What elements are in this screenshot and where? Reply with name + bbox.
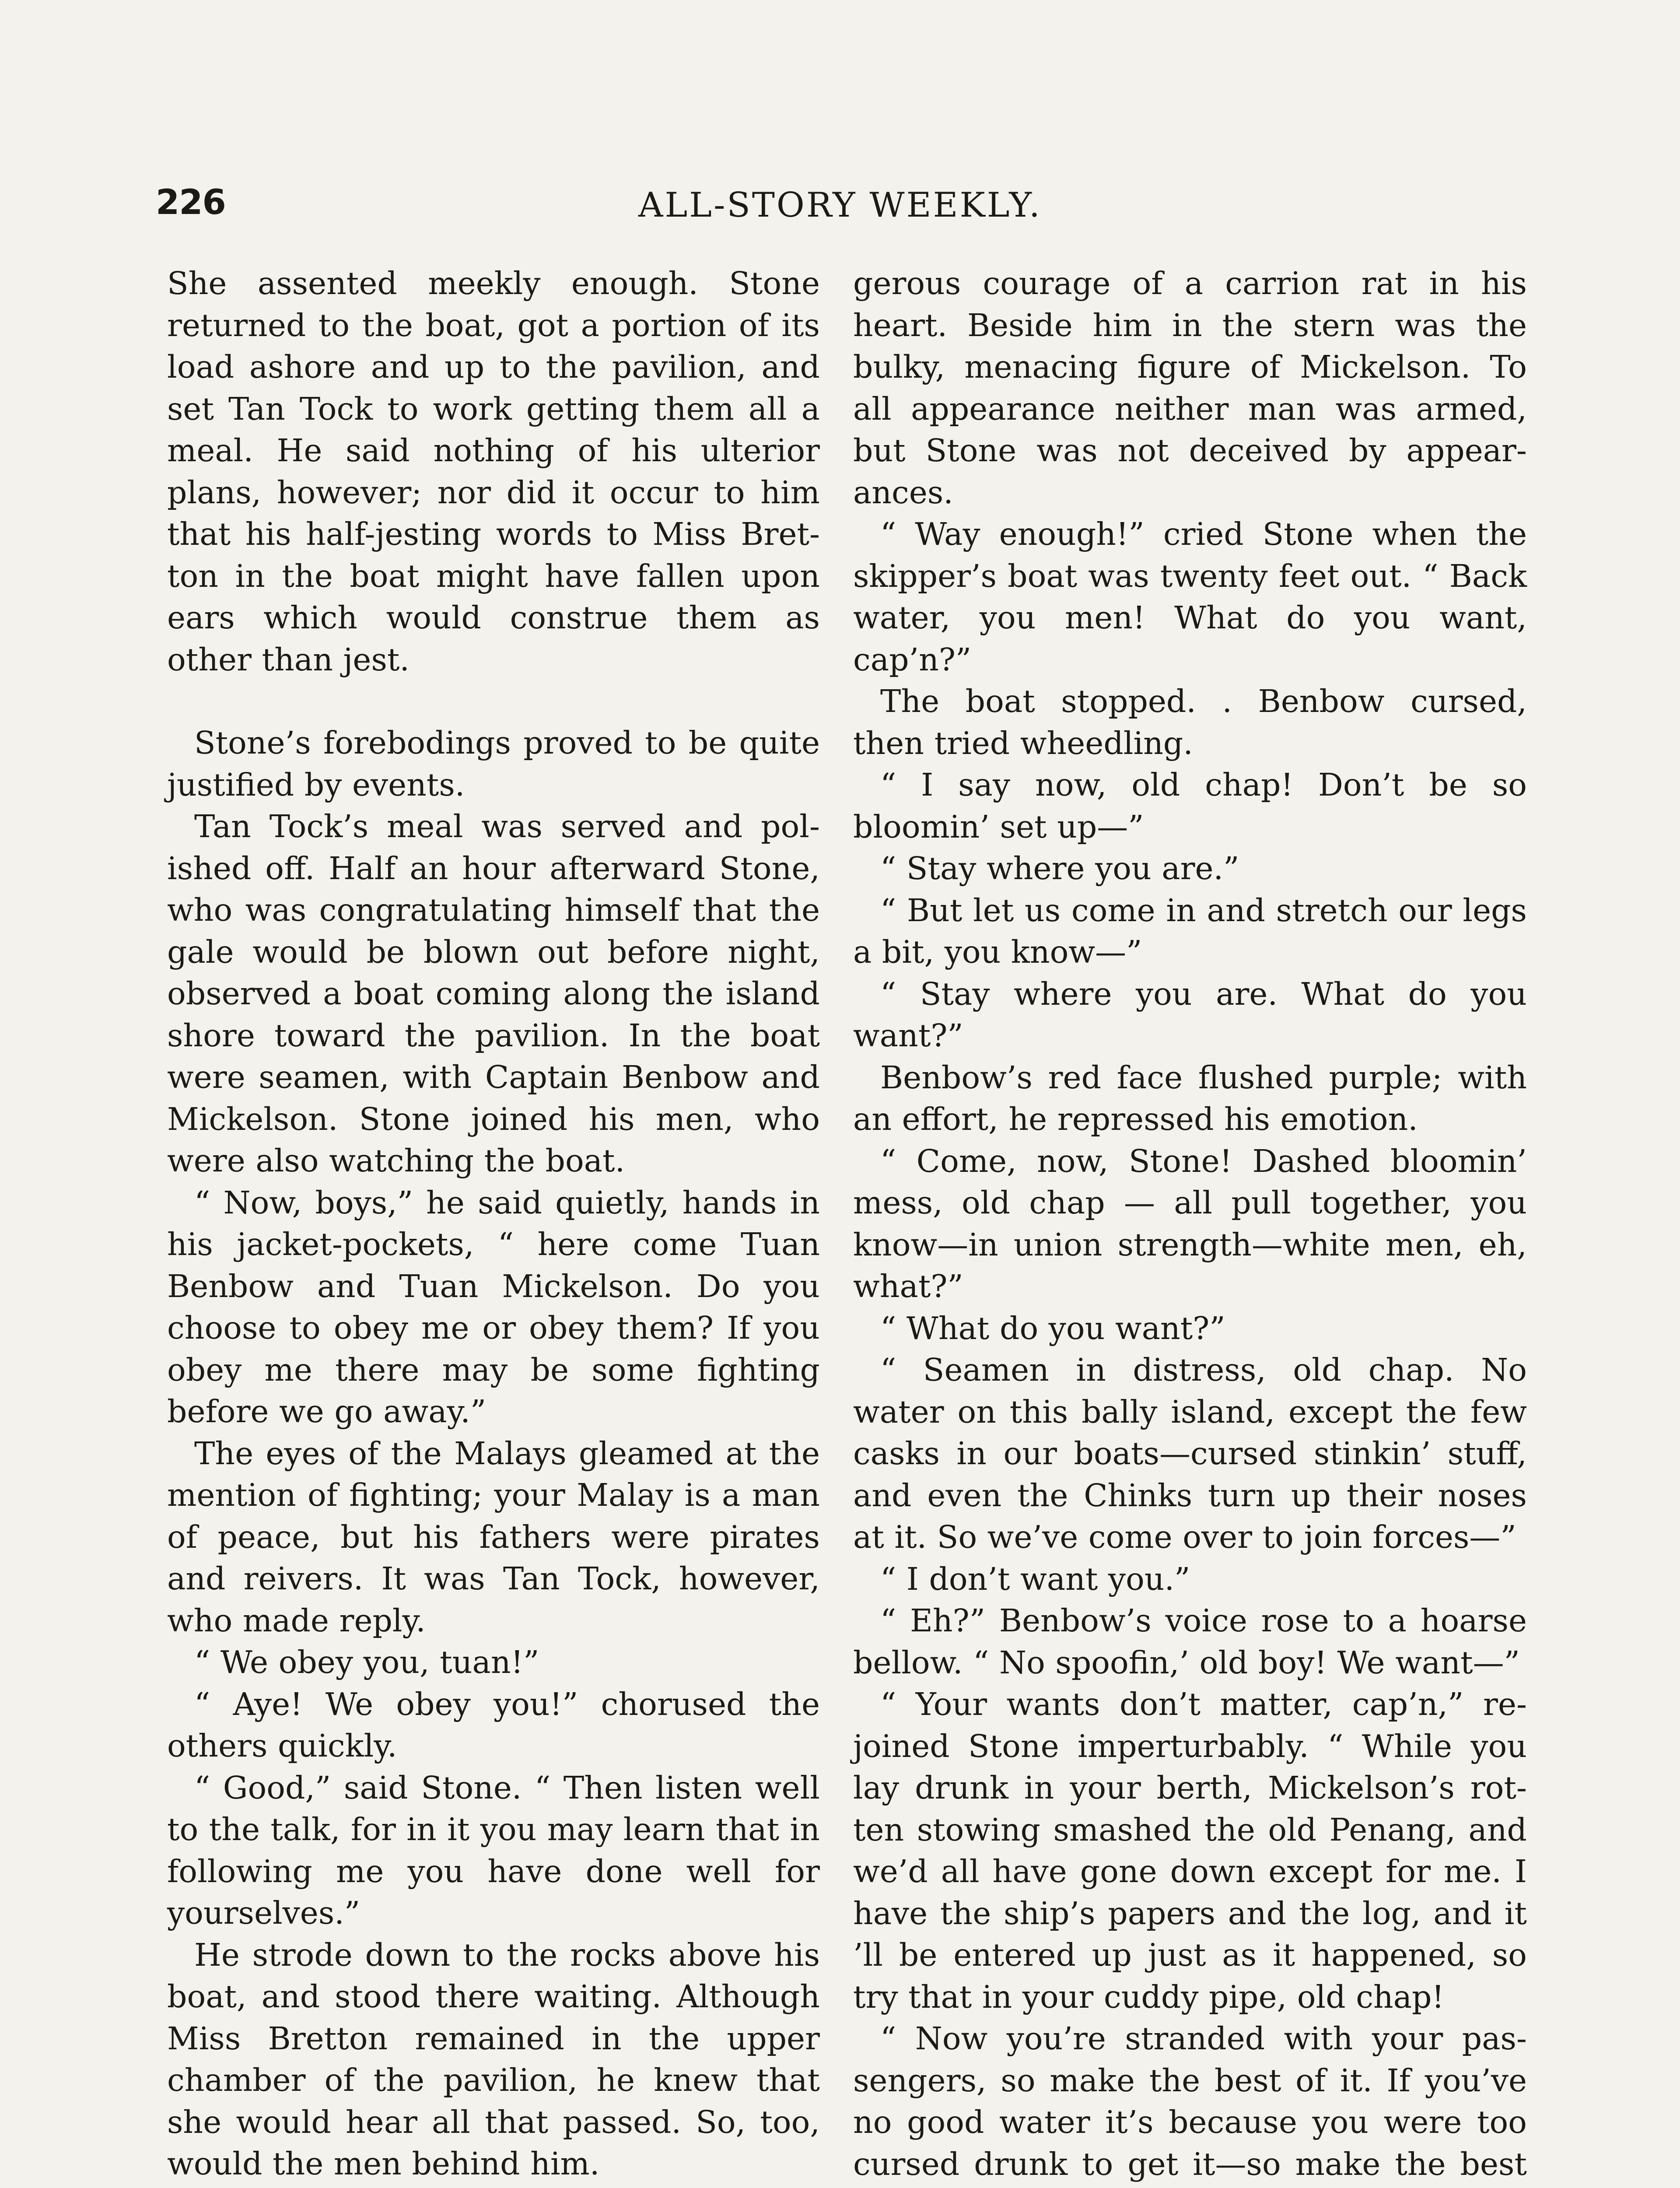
paragraph: Tan Tock’s meal was served and polished off. Half an hour afterward Stone, who was congratulating himself that the gale would be blown out before night, observed a boat coming along the island shore toward the pavilion. In the boat were seamen, with Captain Benbow and Mickelson. Stone joined his men, who were also watching the boat. — [167, 808, 820, 1179]
page-number: 226 — [156, 183, 226, 222]
paragraph: Benbow’s red face flushed purple; with an effort, he repressed his emotion. — [853, 1059, 1527, 1137]
paragraph: “ Now, boys,” he said quietly, hands in his jacket-pockets, “ here come Tuan Benbow and Tuan Mickelson. Do you choose to obey me or obey them? If you obey me there may be some fighting before we go away.” — [167, 1184, 820, 1430]
paragraph: “ Stay where you are.” — [880, 850, 1239, 887]
paragraph: Stone’s forebodings proved to be quite justified by events. — [167, 725, 820, 803]
paragraph: “ Now you’re stranded with your passengers, so make the best of it. If you’ve no good water it’s because you were too cursed drunk to get it—so make the best — [853, 2020, 1527, 2182]
right-column — [853, 263, 1527, 2188]
paragraph: “ Way enough!” cried Stone when the skipper’s boat was twenty feet out. “ Back water, you men! What do you want, cap’n?” — [853, 516, 1527, 678]
paragraph: “ I don’t want you.” — [880, 1560, 1190, 1597]
left-column — [167, 263, 820, 2188]
paragraph: “ We obey you, tuan!” — [194, 1644, 539, 1680]
paragraph: She assented meekly enough. Stone returned to the boat, got a portion of its load ashore and up to the pavilion, and set Tan Tock to work getting them all a meal. He said nothing of his ulterior plans, however; nor did it occur to him that his half-jesting words to Miss Bretton in the boat might have fallen upon ears which would construe them as other than jest. — [167, 265, 820, 678]
paragraph: gerous courage of a carrion rat in his heart. Beside him in the stern was the bulky, menacing figure of Mickelson. To all appearance neither man was armed, but Stone was not deceived by appearances. — [853, 265, 1527, 511]
running-head: ALL-STORY WEEKLY. — [638, 186, 1042, 225]
paragraph: “ Good,” said Stone. “ Then listen well to the talk, for in it you may learn that in following me you have done well for yourselves.” — [167, 1769, 820, 1931]
paragraph: “ Your wants don’t matter, cap’n,” rejoined Stone imperturbably. “ While you lay drunk in your berth, Mickelson’s rotten stowing smashed the old Penang, and we’d all have gone down except for me. I have the ship’s papers and the log, and it ’ll be entered up just as it happened, so try that in your cuddy pipe, old chap! — [853, 1686, 1527, 2015]
paragraph: “ I say now, old chap! Don’t be so bloomin’ set up—” — [853, 767, 1527, 845]
paragraph — [167, 2185, 820, 2188]
paragraph: “ What do you want?” — [880, 1310, 1225, 1346]
paragraph: “ Aye! We obey you!” chorused the others quickly. — [167, 1686, 820, 1764]
paragraph: He strode down to the rocks above his boat, and stood there waiting. Although Miss Bretton remained in the upper chamber of the pavilion, he knew that she would hear all that passed. So, too, would the men behind him. — [167, 1936, 820, 2182]
paragraph: “ Stay where you are. What do you want?” — [853, 975, 1527, 1054]
paragraph: The boat stopped. . Benbow cursed, then tried wheedling. — [853, 683, 1527, 761]
paragraph: The eyes of the Malays gleamed at the mention of fighting; your Malay is a man of peace, but his fathers were pirates and reivers. It was Tan Tock, however, who made reply. — [167, 1435, 820, 1639]
paragraph: “ But let us come in and stretch our legs a bit, you know—” — [853, 892, 1527, 970]
paragraph: “ Come, now, Stone! Dashed bloomin’ mess, old chap — all pull together, you know—in union strength—white men, eh, what?” — [853, 1143, 1527, 1304]
paragraph: “ Eh?” Benbow’s voice rose to a hoarse bellow. “ No spoofin,’ old boy! We want—” — [853, 1602, 1527, 1681]
paragraph: “ Seamen in distress, old chap. No water on this bally island, except the few casks in our boats—cursed stinkin’ stuff, and even the Chinks turn up their noses at it. So we’ve come over to join forces—” — [853, 1352, 1527, 1555]
